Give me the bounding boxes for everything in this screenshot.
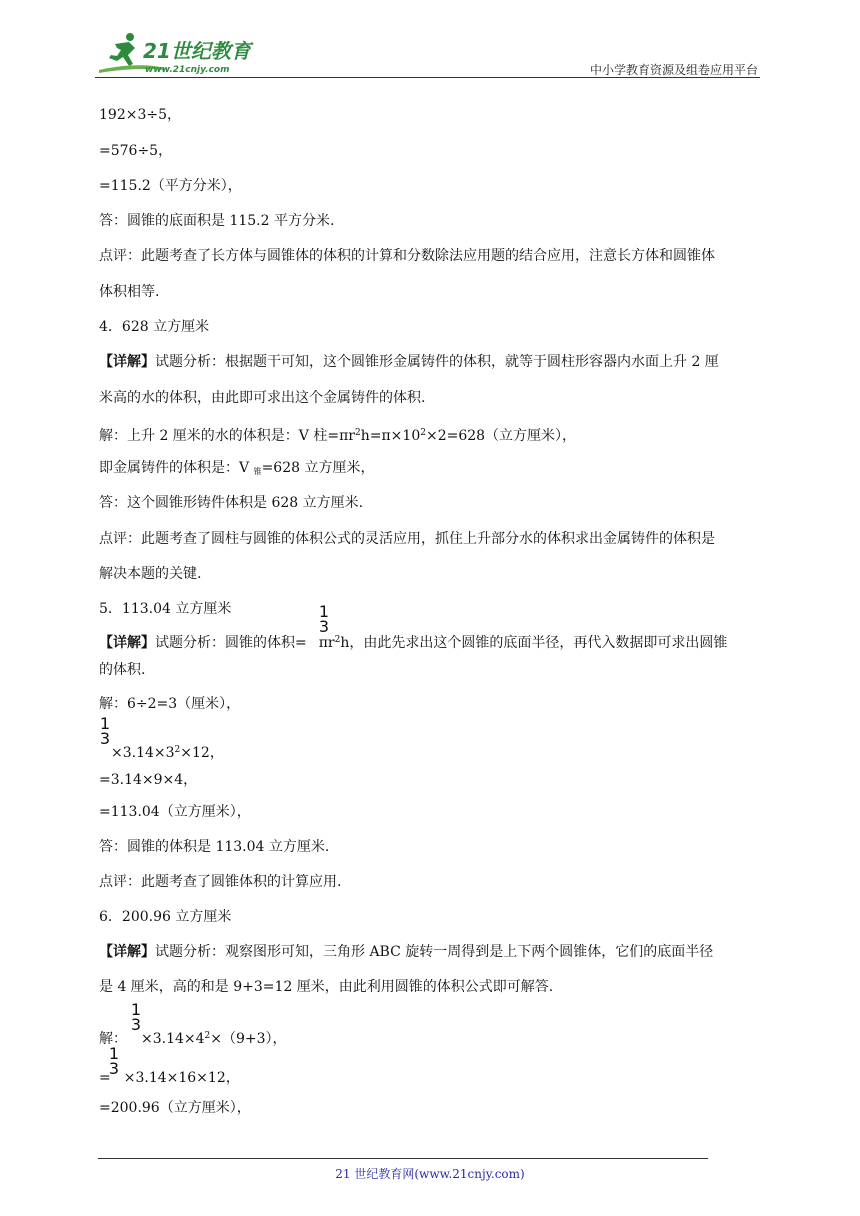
text-line: =3.14×9×4， (99, 772, 198, 788)
text-line (99, 630, 727, 653)
superscript: 2 (174, 745, 181, 755)
text-span: = (99, 1070, 111, 1086)
text-span: h，由此先求出这个圆锥的底面半径，再代入数据即可求出圆锥 (340, 635, 728, 651)
text-line: 点评：此题考查了圆锥体积的计算应用. (99, 874, 342, 890)
text-line (99, 458, 374, 482)
detail-label: 【详解】 (99, 944, 155, 960)
text-span: 解：上升 2 厘米的水的体积是：V 柱=πr (99, 428, 355, 444)
superscript: 2 (420, 428, 426, 438)
detail-label: 【详解】 (99, 354, 155, 370)
text-span: ×2=628（立方厘米）， (425, 428, 577, 444)
text-line: 答：圆锥的底面积是 115.2 平方分米. (99, 213, 335, 229)
text-span: h=π×10 (360, 428, 421, 444)
text-span: ×（9+3）， (210, 1031, 287, 1047)
text-line: 答：圆锥的体积是 113.04 立方厘米. (99, 839, 330, 855)
fraction-denominator: 3 (130, 1015, 142, 1034)
text-line (99, 352, 719, 372)
subscript: 锥 (253, 467, 262, 476)
fraction-numerator: 1 (99, 714, 111, 733)
text-line: =115.2（平方分米）， (99, 178, 242, 194)
fraction-denominator: 3 (108, 1059, 120, 1078)
svg-text:21世纪教育: 21世纪教育 (143, 39, 251, 63)
text-span: 即金属铸件的体积是：V (99, 460, 250, 476)
superscript: 2 (334, 635, 341, 645)
superscript: 2 (204, 1031, 211, 1041)
text-span: 解： (99, 1031, 127, 1047)
text-line (111, 740, 224, 763)
text-span: ×3.14×4 (141, 1031, 205, 1047)
text-line (99, 423, 576, 446)
text-line (99, 1026, 287, 1049)
text-span: 试题分析：观察图形可知，三角形 ABC 旋转一周得到是上下两个圆锥体，它们的底面半径 (155, 944, 714, 960)
text-line: =576÷5， (99, 143, 173, 159)
text-span: πr (318, 635, 335, 651)
text-line: 米高的水的体积，由此即可求出这个金属铸件的体积. (99, 390, 426, 406)
text-span: 试题分析：圆锥的体积= (155, 635, 307, 651)
text-line: =200.96（立方厘米）， (99, 1100, 251, 1116)
text-span: ×3.14×16×12， (123, 1070, 240, 1086)
text-line: 体积相等. (99, 284, 160, 300)
text-line: =113.04（立方厘米）， (99, 804, 251, 820)
answer-heading: 5．113.04 立方厘米 (99, 601, 232, 617)
detail-label: 【详解】 (99, 635, 155, 651)
fraction-denominator: 3 (318, 617, 330, 636)
text-line: 答：这个圆锥形铸件体积是 628 立方厘米. (99, 495, 364, 511)
fraction-numerator: 1 (130, 1000, 142, 1019)
answer-heading: 6．200.96 立方厘米 (99, 909, 232, 925)
text-line: 解：6÷2=3（厘米）， (99, 696, 241, 712)
text-line: 点评：此题考查了长方体与圆锥体的体积的计算和分数除法应用题的结合应用，注意长方体和圆锥体 (99, 248, 715, 264)
text-span: ×12， (180, 745, 224, 761)
text-span: ×3.14×3 (111, 745, 175, 761)
text-line: 是 4 厘米，高的和是 9+3=12 厘米，由此利用圆锥的体积公式即可解答. (99, 979, 554, 995)
answer-heading: 4．628 立方厘米 (99, 319, 210, 335)
fraction-numerator: 1 (318, 602, 330, 621)
text-line: 解决本题的关键. (99, 566, 202, 582)
text-line (99, 942, 713, 962)
fraction-numerator: 1 (108, 1044, 120, 1063)
page-header (95, 28, 760, 78)
fraction (99, 716, 111, 746)
platform-name: 中小学教育资源及组卷应用平台 (589, 63, 758, 77)
text-line (99, 1068, 240, 1088)
text-line: 点评：此题考查了圆柱与圆锥的体积公式的灵活应用，抓住上升部分水的体积求出金属铸件的体积是 (99, 531, 715, 547)
text-line: 192×3÷5， (99, 107, 181, 123)
text-line: 的体积. (99, 662, 146, 678)
fraction-denominator: 3 (99, 729, 111, 748)
footer-divider (98, 1158, 708, 1159)
header-divider (95, 77, 760, 78)
text-span: =628 立方厘米， (261, 460, 375, 476)
svg-text:www.21cnjy.com: www.21cnjy.com (145, 65, 230, 75)
text-span: 试题分析：根据题干可知，这个圆锥形金属铸件的体积，就等于圆柱形容器内水面上升 2 厘 (155, 354, 719, 370)
footer-link[interactable]: 21 世纪教育网(www.21cnjy.com) (335, 1167, 525, 1181)
site-logo (95, 28, 265, 78)
superscript: 2 (355, 428, 361, 438)
